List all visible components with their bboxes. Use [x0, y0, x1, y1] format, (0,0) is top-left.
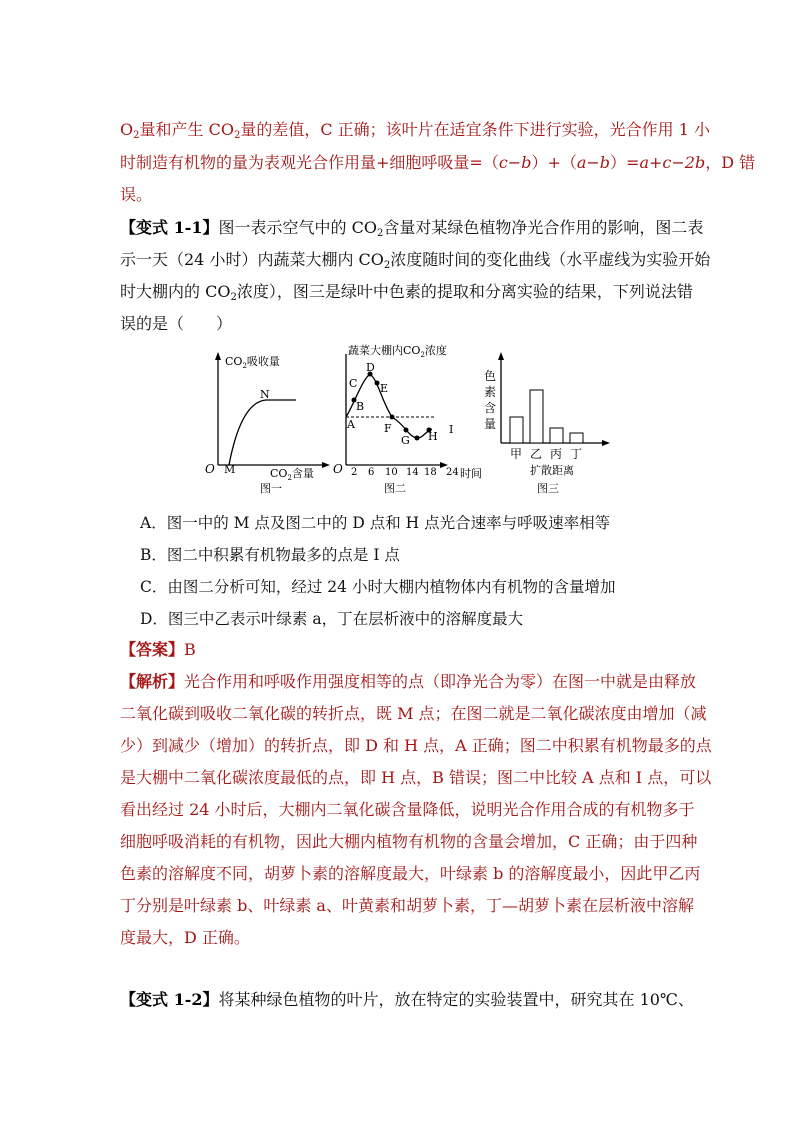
fig3-caption: 图三	[537, 482, 559, 495]
fig1-xlabel: $CO_2$含量	[270, 467, 314, 482]
question-line-1	[120, 218, 703, 244]
fig2-tick-18: 18	[424, 467, 437, 478]
question-text: 浓度随时间的变化曲线（水平虚线为实验开始	[390, 250, 711, 269]
analysis-line-3: 少）到减少（增加）的转折点，即 D 和 H 点，A 正确；图二中积累有机物最多的点	[120, 736, 712, 755]
fig3-bar-ding	[570, 433, 583, 443]
intro-text: O	[120, 120, 134, 139]
subscript: 2	[376, 228, 384, 239]
question-text: 时大棚内的 CO	[120, 282, 231, 301]
intro-text: 量的差值，C 正确；该叶片在适宜条件下进行实验，光合作用 1 小	[240, 120, 711, 139]
intro-line-3	[120, 185, 152, 205]
fig2-title: 蔬菜大棚内$CO_2$浓度	[348, 344, 447, 359]
answer-tag: 【答案】	[120, 640, 185, 659]
subscript: 2	[230, 292, 237, 303]
fig1-x-arrow	[322, 462, 330, 468]
option-a: A．图一中的 M 点及图二中的 D 点和 H 点光合速率与呼吸速率相等	[140, 514, 611, 532]
fig3-label-jia: 甲	[510, 447, 523, 461]
fig2-tick-6: 6	[368, 467, 375, 478]
question-tag: 【变式 1-1】	[120, 218, 219, 237]
figure-1	[205, 352, 330, 495]
fig2-point-a: A	[347, 418, 355, 431]
fig1-curve	[229, 400, 296, 465]
figure-3	[484, 352, 610, 495]
fig1-point-m: M	[224, 463, 236, 476]
fig3-bar-yi	[530, 390, 543, 443]
fig1-y-arrow	[215, 352, 221, 360]
analysis-line-6: 细胞呼吸消耗的有机物，因此大棚内植物有机物的含量会增加，C 正确；由于四种	[120, 832, 698, 851]
intro-text: 误。	[120, 185, 153, 204]
formula-result: a+c−2b	[639, 153, 706, 172]
question-text: 误的是（ ）	[120, 314, 233, 333]
figures	[196, 340, 636, 510]
option-c: C．由图二分析可知，经过 24 小时大棚内植物体内有机物的含量增加	[140, 578, 616, 596]
fig2-point-f-dot	[390, 415, 395, 420]
subscript: 2	[133, 130, 140, 141]
fig2-point-h-dot	[415, 436, 420, 441]
intro-line-1	[120, 120, 710, 146]
fig3-ylabel-1: 色	[484, 369, 497, 383]
intro-text: 时制造有机物的量为表观光合作用量+细胞呼吸量=（	[120, 153, 499, 172]
answer-line	[120, 640, 196, 660]
fig1-ylabel: $CO_2$吸收量	[225, 355, 280, 370]
fig1-point-n: N	[260, 388, 270, 401]
fig2-tick-14: 14	[406, 467, 419, 478]
analysis-text: 光合作用和呼吸作用强度相等的点（即净光合为零）在图一中就是由释放	[184, 672, 697, 691]
fig2-point-d: D	[366, 361, 375, 374]
analysis-line-2: 二氧化碳到吸收二氧化碳的转折点，既 M 点；在图二就是二氧化碳浓度由增加（减	[120, 704, 707, 723]
analysis-tag: 【解析】	[120, 672, 185, 691]
fig2-point-e: E	[380, 382, 389, 395]
intro-text: ）+（	[531, 153, 577, 172]
analysis-line-7: 色素的溶解度不同，胡萝卜素的溶解度最大，叶绿素 b 的溶解度最小，因此甲乙丙	[120, 864, 701, 883]
fig3-ylabel-4: 量	[484, 417, 497, 431]
analysis-line-8: 丁分别是叶绿素 b、叶绿素 a、叶黄素和胡萝卜素，丁—胡萝卜素在层析液中溶解	[120, 896, 694, 915]
fig3-bar-jia	[510, 417, 523, 443]
formula-a-minus-b: a−b	[576, 153, 611, 172]
fig3-label-bing: 丙	[550, 447, 563, 461]
fig2-point-g-dot	[404, 428, 409, 433]
fig3-bar-bing	[550, 428, 563, 443]
fig3-xlabel: 扩散距离	[530, 464, 574, 477]
fig2-point-i: I	[449, 423, 454, 436]
analysis-line-5: 看出经过 24 小时后，大棚内二氧化碳含量降低，说明光合作用合成的有机物多于	[120, 800, 695, 819]
fig2-point-h: H	[428, 430, 438, 443]
answer-value: B	[184, 640, 196, 659]
formula-c-minus-b: c−b	[498, 153, 532, 172]
analysis-line-4: 是大棚中二氧化碳浓度最低的点，即 H 点，B 错误；图二中比较 A 点和 I 点，可以	[120, 768, 712, 787]
fig3-ylabel-2: 素	[484, 385, 497, 399]
fig2-caption: 图二	[384, 482, 406, 495]
next-question-tag: 【变式 1-2】	[120, 990, 219, 1009]
fig2-point-g: G	[401, 434, 410, 447]
analysis-line-9: 度最大，D 正确。	[120, 928, 250, 947]
subscript: 2	[383, 260, 391, 271]
fig3-x-arrow	[602, 440, 610, 446]
fig2-point-c: C	[349, 377, 358, 390]
fig3-label-yi: 乙	[530, 447, 543, 461]
subscript: 2	[233, 130, 241, 141]
question-line-4	[120, 314, 232, 334]
fig3-ylabel-3: 含	[484, 401, 497, 415]
intro-line-2	[120, 153, 755, 173]
question-text: 含量对某绿色植物净光合作用的影响，图二表	[383, 218, 704, 237]
next-question-text: 将某种绿色植物的叶片，放在特定的实验装置中，研究其在 10℃、	[218, 990, 694, 1009]
question-line-2	[120, 250, 710, 276]
fig3-label-ding: 丁	[570, 447, 583, 461]
fig2-point-b: B	[356, 400, 365, 413]
fig3-y-arrow	[498, 352, 504, 360]
question-text: 浓度），图三是绿叶中色素的提取和分离实验的结果，下列说法错	[236, 282, 693, 301]
intro-text: ）=	[610, 153, 640, 172]
intro-text: 量和产生 CO	[139, 120, 234, 139]
fig1-caption: 图一	[260, 482, 282, 495]
question-text: 图一表示空气中的 CO	[218, 218, 377, 237]
fig2-tick-10: 10	[385, 467, 398, 478]
option-d: D．图三中乙表示叶绿素 a，丁在层析液中的溶解度最大	[140, 610, 524, 628]
next-question-line	[120, 990, 694, 1010]
fig2-tick-2: 2	[351, 467, 358, 478]
option-b: B．图二中积累有机物最多的点是 I 点	[140, 546, 400, 564]
fig1-origin: O	[205, 462, 215, 476]
question-text: 示一天（24 小时）内蔬菜大棚内 CO	[120, 250, 384, 269]
fig2-origin: O	[333, 462, 343, 476]
intro-text: ，D 错	[705, 153, 756, 172]
question-line-3	[120, 282, 693, 308]
analysis-line-1	[120, 672, 696, 692]
fig2-xlabel: 时间	[460, 467, 482, 480]
figure-2	[333, 343, 482, 495]
fig2-point-f: F	[384, 422, 392, 435]
fig2-point-e-dot	[375, 381, 380, 386]
fig2-tick-24: 24	[446, 467, 459, 478]
